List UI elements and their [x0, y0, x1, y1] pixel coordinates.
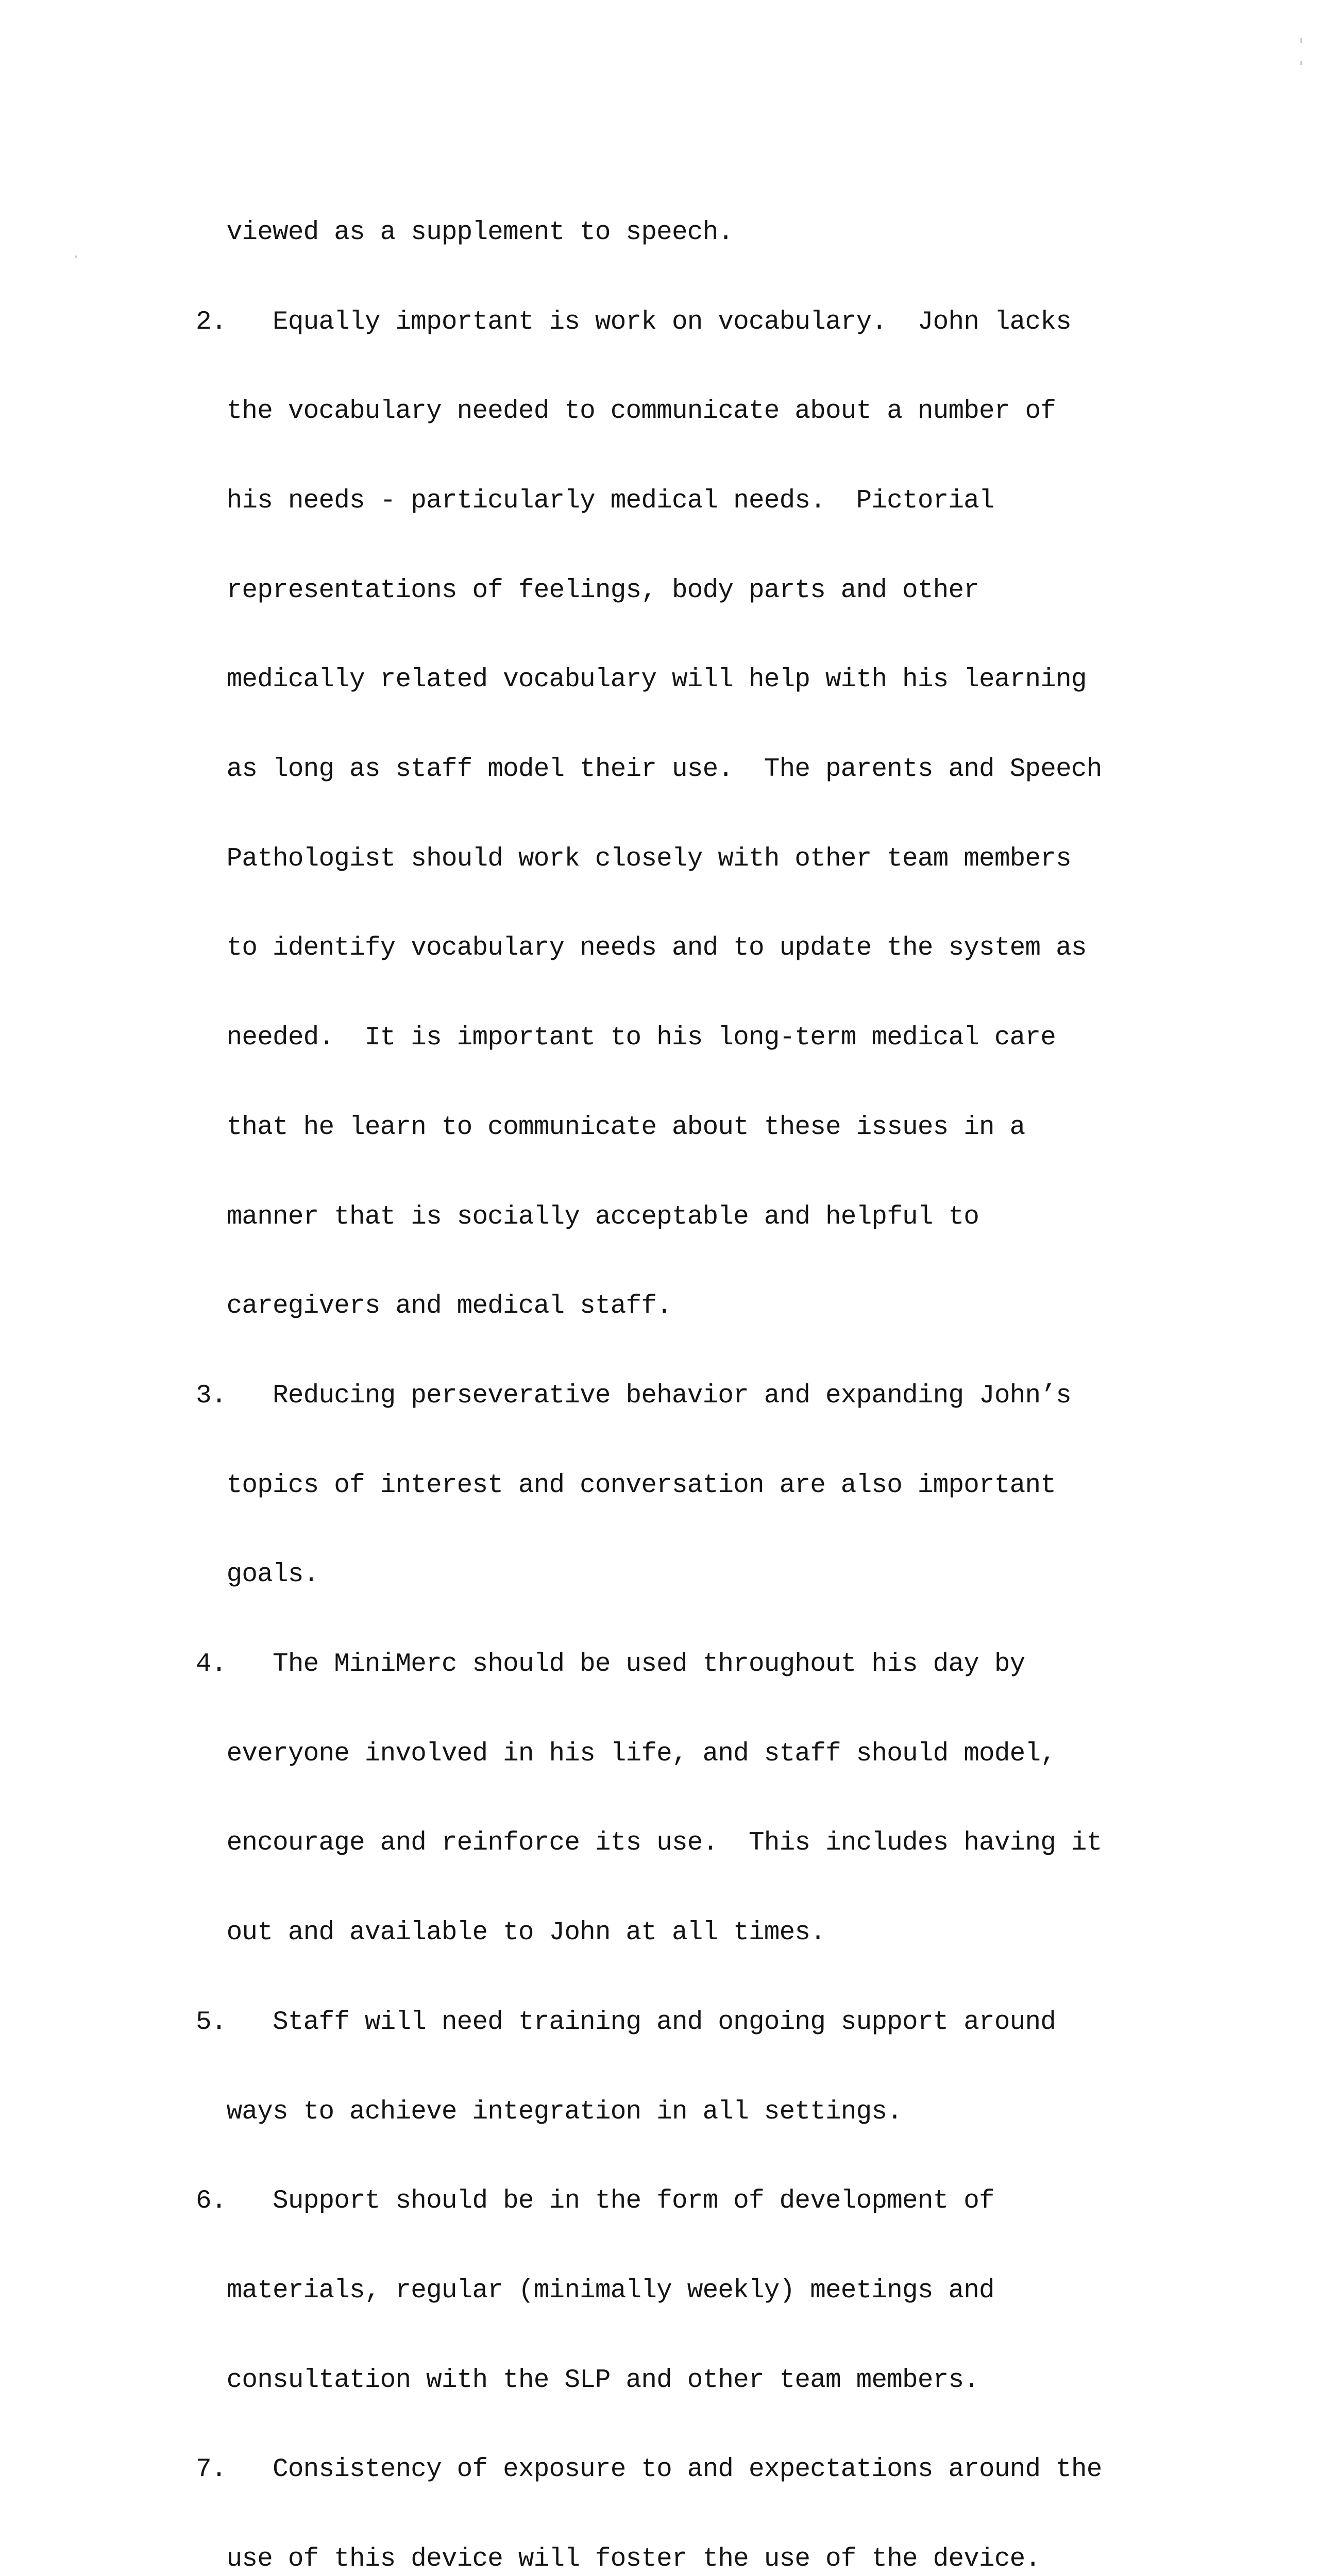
- scan-speck: [1300, 38, 1302, 43]
- text-line: 7. Consistency of exposure to and expectations around the: [196, 2455, 1102, 2485]
- text-line: use of this device will foster the use of the device.: [196, 2545, 1041, 2574]
- text-line: representations of feelings, body parts and other: [196, 575, 979, 605]
- scan-speck: [1300, 61, 1302, 65]
- text-line: to identify vocabulary needs and to update the system as: [196, 934, 1087, 963]
- text-line: 5. Staff will need training and ongoing support around: [196, 2007, 1056, 2037]
- text-line: encourage and reinforce its use. This includes having it: [196, 1828, 1102, 1858]
- text-line: everyone involved in his life, and staff should model,: [196, 1739, 1056, 1769]
- text-line: as long as staff model their use. The parents and Speech: [196, 755, 1102, 785]
- document-body: [196, 158, 1117, 2576]
- text-line: consultation with the SLP and other team members.: [196, 2365, 979, 2395]
- text-line: topics of interest and conversation are also important: [196, 1470, 1056, 1500]
- text-line: 2. Equally important is work on vocabulary. John lacks: [196, 307, 1071, 337]
- text-line: needed. It is important to his long-term medical care: [196, 1023, 1056, 1053]
- text-line: 6. Support should be in the form of development of: [196, 2187, 994, 2216]
- text-line: out and available to John at all times.: [196, 1918, 826, 1948]
- text-line: 4. The MiniMerc should be used throughout his day by: [196, 1650, 1025, 1680]
- text-line: medically related vocabulary will help with his learning: [196, 665, 1087, 695]
- text-line: that he learn to communicate about these issues in a: [196, 1112, 1025, 1142]
- text-line: ways to achieve integration in all settings.: [196, 2097, 903, 2127]
- text-line: goals.: [196, 1560, 319, 1590]
- scan-speck: [75, 256, 77, 258]
- text-line: his needs - particularly medical needs. Pictorial: [196, 486, 994, 516]
- text-line: manner that is socially acceptable and helpful to: [196, 1202, 979, 1232]
- text-line: Pathologist should work closely with other team members: [196, 844, 1071, 874]
- text-line: 3. Reducing perseverative behavior and expanding John’s: [196, 1381, 1071, 1411]
- text-line: caregivers and medical staff.: [196, 1292, 672, 1321]
- text-line: the vocabulary needed to communicate about a number of: [196, 397, 1056, 427]
- text-line: materials, regular (minimally weekly) meetings and: [196, 2276, 994, 2306]
- text-line: viewed as a supplement to speech.: [196, 217, 734, 247]
